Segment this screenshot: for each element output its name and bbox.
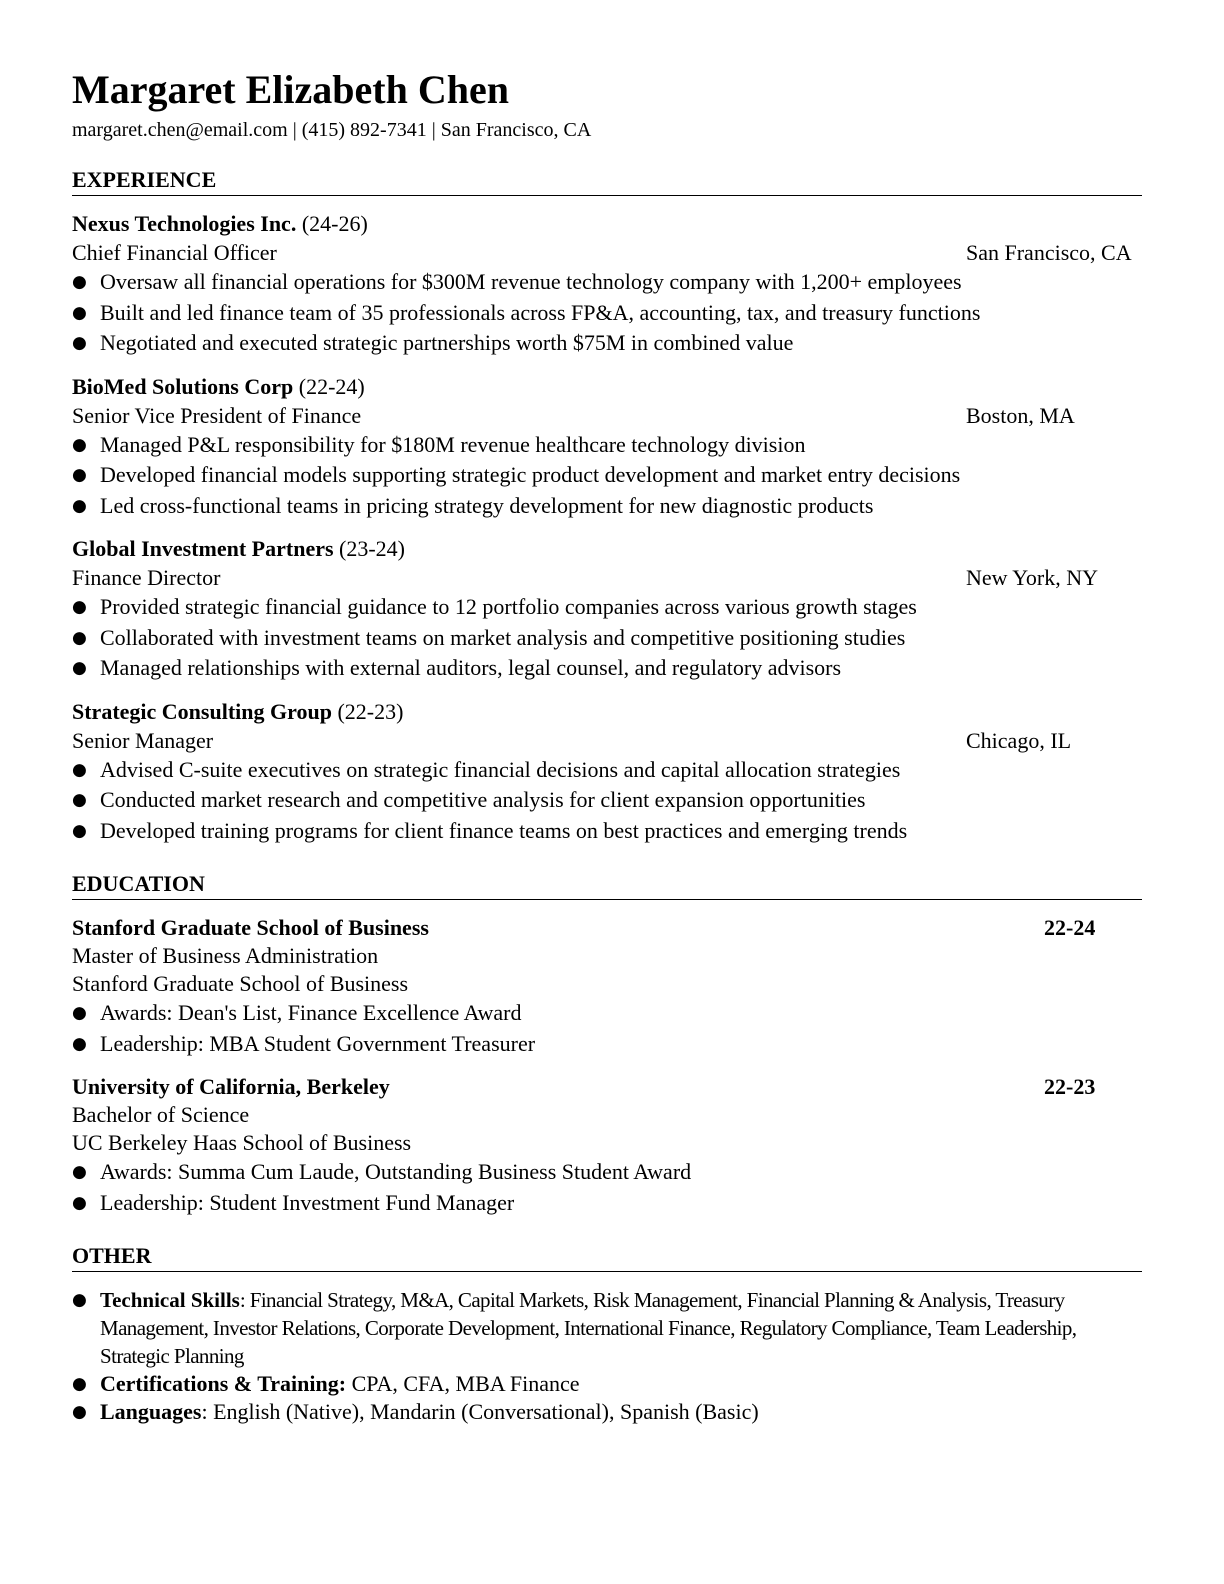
job-dates: (24-26): [301, 211, 368, 236]
education-heading: EDUCATION: [72, 870, 1142, 900]
bullet-item: ● Managed P&L responsibility for $180M revenue healthcare technology division: [72, 430, 1142, 461]
skills-item: [72, 1286, 1142, 1370]
job-bullets: [72, 592, 1142, 684]
bullet-item: ● Developed training programs for client finance teams on best practices and emerging trends: [72, 816, 1142, 847]
job-location: New York, NY: [966, 565, 1099, 590]
candidate-name: Margaret Elizabeth Chen: [72, 67, 509, 112]
education-dates: 22-24: [1044, 915, 1096, 940]
bullet-item: ● Advised C-suite executives on strategic financial decisions and capital allocation strategies: [72, 755, 1142, 786]
bullet-item: ● Leadership: Student Investment Fund Manager: [72, 1188, 1142, 1219]
institution: UC Berkeley Haas School of Business: [72, 1130, 412, 1155]
degree: Master of Business Administration: [72, 943, 379, 968]
bullet-item: ● Collaborated with investment teams on market analysis and competitive positioning studies: [72, 623, 1142, 654]
skills-text: : Financial Strategy, M&A, Capital Markets, Risk Management, Financial Planning & Analysis, Treasury Management, Investor Relations, Corporate Development, International Finance, Regulatory Compliance, Team Leadership, Strategic Planning: [100, 1288, 1077, 1368]
bullet-item: ● Awards: Summa Cum Laude, Outstanding Business Student Award: [72, 1157, 1142, 1188]
school-name: Stanford Graduate School of Business: [72, 915, 429, 940]
job-location: San Francisco, CA: [966, 240, 1132, 265]
experience-entry: [72, 534, 1142, 684]
bullet-item: ● Awards: Dean's List, Finance Excellence Award: [72, 998, 1142, 1029]
job-title: Senior Manager: [72, 727, 214, 753]
school-name: University of California, Berkeley: [72, 1074, 390, 1099]
job-location: Chicago, IL: [966, 727, 1072, 753]
job-dates: (23-24): [339, 536, 406, 561]
experience-heading: EXPERIENCE: [72, 166, 1142, 196]
bullet-item: ● Leadership: MBA Student Government Treasurer: [72, 1029, 1142, 1060]
certifications-text: CPA, CFA, MBA Finance: [346, 1371, 580, 1396]
job-title: Finance Director: [72, 565, 221, 590]
resume-page: [72, 62, 1142, 1426]
languages-item: [72, 1398, 1142, 1426]
experience-entry: [72, 372, 1142, 522]
bullet-item: ● Provided strategic financial guidance to 12 portfolio companies across various growth stages: [72, 592, 1142, 623]
job-dates: (22-24): [298, 373, 365, 399]
job-bullets: [72, 267, 1142, 359]
bullet-item: ● Developed financial models supporting strategic product development and market entry decisions: [72, 460, 1142, 491]
job-title: Senior Vice President of Finance: [72, 402, 362, 428]
education-entry: [72, 913, 1142, 1059]
company-name: Global Investment Partners: [72, 536, 334, 561]
education-bullets: [72, 998, 1142, 1059]
experience-entry: [72, 697, 1142, 847]
bullet-item: ● Led cross-functional teams in pricing strategy development for new diagnostic products: [72, 491, 1142, 522]
institution: Stanford Graduate School of Business: [72, 971, 409, 996]
contact-line: margaret.chen@email.com | (415) 892-7341 | San Francisco, CA: [72, 119, 592, 141]
company-name: Nexus Technologies Inc.: [72, 211, 297, 236]
bullet-item: ● Conducted market research and competitive analysis for client expansion opportunities: [72, 785, 1142, 816]
bullet-item: ● Built and led finance team of 35 professionals across FP&A, accounting, tax, and treasury functions: [72, 298, 1142, 329]
job-bullets: [72, 755, 1142, 847]
education-entry: [72, 1072, 1142, 1218]
languages-label: Languages: [100, 1399, 202, 1424]
bullet-item: ● Managed relationships with external auditors, legal counsel, and regulatory advisors: [72, 653, 1142, 684]
skills-label: Technical Skills: [100, 1288, 240, 1312]
languages-text: : English (Native), Mandarin (Conversational), Spanish (Basic): [201, 1399, 759, 1424]
other-list: [72, 1286, 1142, 1426]
degree: Bachelor of Science: [72, 1102, 250, 1127]
experience-entry: [72, 209, 1142, 359]
education-dates: 22-23: [1044, 1074, 1096, 1099]
job-dates: (22-23): [337, 698, 404, 724]
job-title: Chief Financial Officer: [72, 240, 277, 265]
bullet-item: ● Negotiated and executed strategic partnerships worth $75M in combined value: [72, 328, 1142, 359]
education-bullets: [72, 1157, 1142, 1218]
job-bullets: [72, 430, 1142, 522]
bullet-item: ● Oversaw all financial operations for $300M revenue technology company with 1,200+ employees: [72, 267, 1142, 298]
company-name: BioMed Solutions Corp: [72, 373, 294, 399]
company-name: Strategic Consulting Group: [72, 698, 332, 724]
other-heading: OTHER: [72, 1242, 1142, 1272]
job-location: Boston, MA: [966, 402, 1075, 428]
certifications-label: Certifications & Training:: [100, 1371, 347, 1396]
certifications-item: [72, 1370, 1142, 1398]
